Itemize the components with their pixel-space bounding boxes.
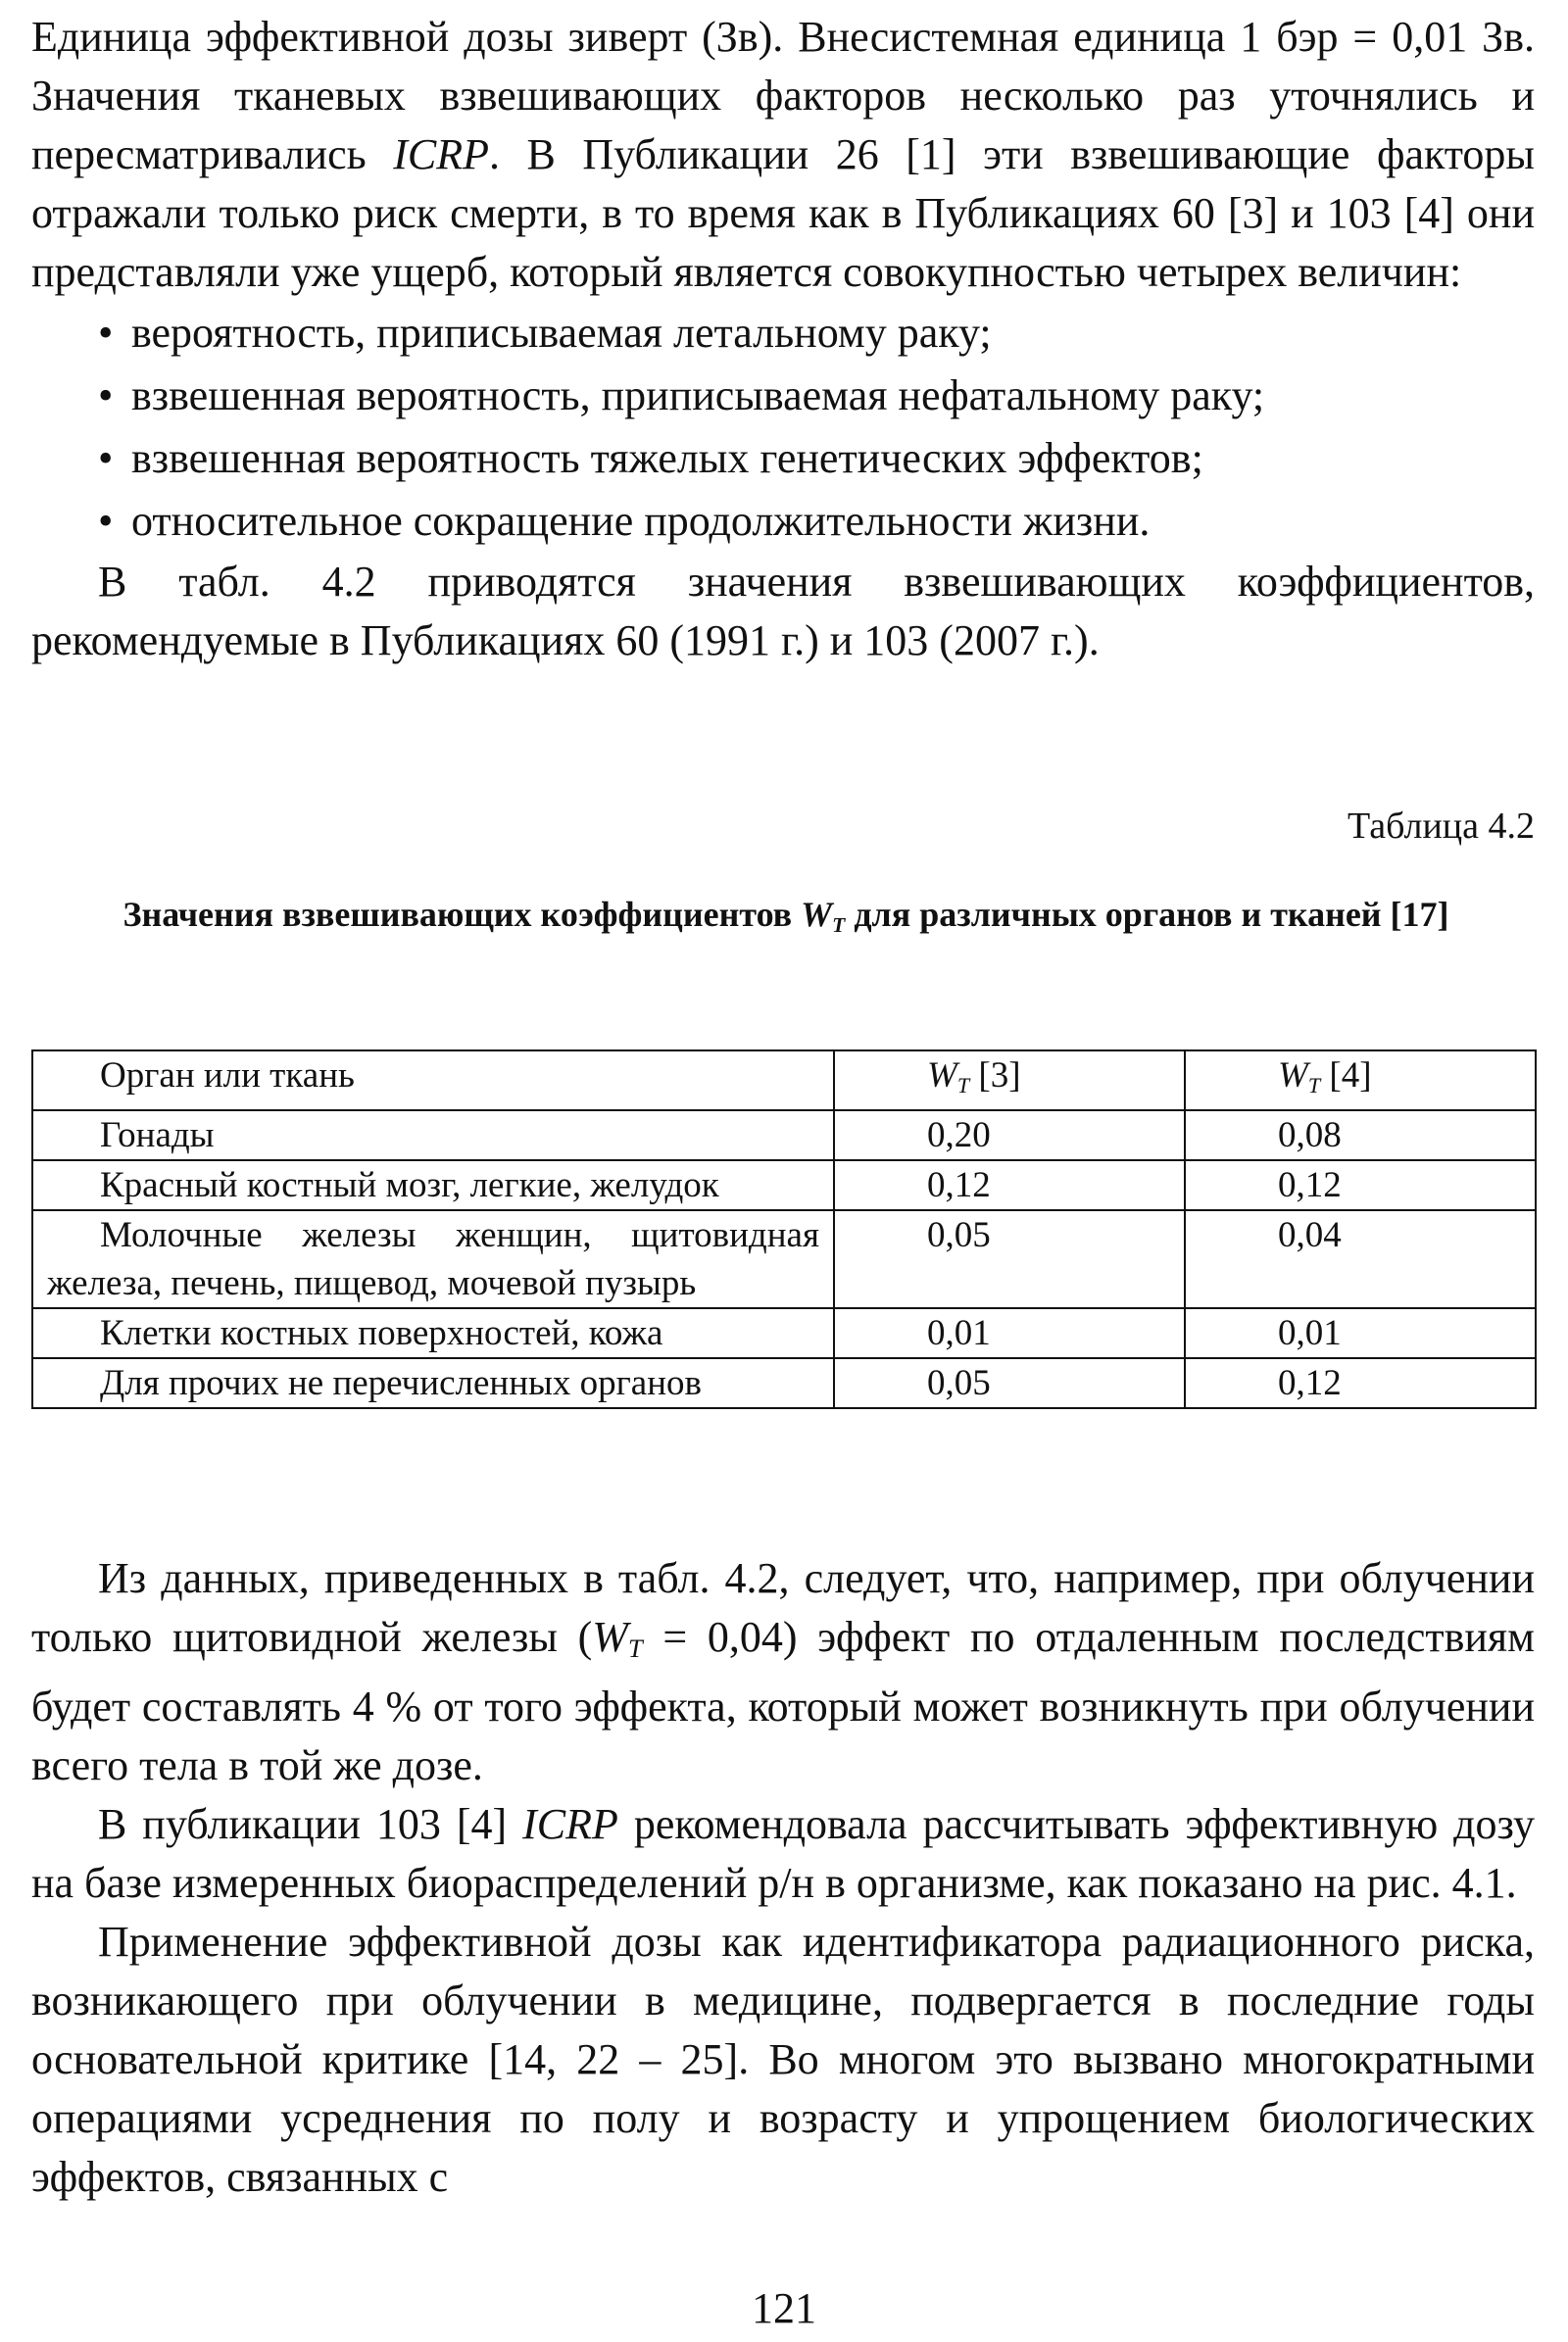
table-number: Таблица 4.2 (1347, 805, 1535, 847)
organ-cell: Гонады (100, 1115, 215, 1155)
publication-103-paragraph: В публикации 103 [4] ICRP рекомендовала рассчитывать эффективную дозу на базе измеренных биораспределений р/н в организме, как показано на рис. 4.1. (31, 1800, 1535, 1907)
table-row (32, 1160, 1536, 1210)
list-item: • вероятность, приписываемая летальному раку; (98, 302, 1535, 365)
table-row (32, 1308, 1536, 1358)
organ-cell: Клетки костных поверхностей, кожа (100, 1313, 663, 1353)
bullet-icon: • (98, 371, 114, 419)
table-row (32, 1358, 1536, 1408)
value-cell: 0,12 (1185, 1160, 1536, 1210)
organ-cell: Красный костный мозг, легкие, желудок (100, 1165, 719, 1205)
intro-paragraph: Единица эффективной дозы зиверт (Зв). Внесистемная единица 1 бэр = 0,01 Зв. Значения тканевых взвешивающих факторов несколько раз уточнялись и пересматривались ICRP. В Публикации 26 [1] эти взвешивающие факторы отражали только риск смерти, в то время как в Публикациях 60 [3] и 103 [4] они представляли уже ущерб, который является совокупностью четырех величин: (31, 13, 1535, 296)
table-reference-paragraph: В табл. 4.2 приводятся значения взвешивающих коэффициентов, рекомендуемые в Публикациях 60 (1991 г.) и 103 (2007 г.). (31, 558, 1535, 664)
icrp-term: ICRP (522, 1800, 618, 1848)
value-cell: 0,20 (834, 1110, 1185, 1160)
header-wt-4: $W_T$ [4] (1185, 1050, 1536, 1110)
bullet-icon: • (98, 434, 114, 482)
bullet-icon: • (98, 497, 114, 545)
bullet-icon: • (98, 309, 114, 357)
list-item: • взвешенная вероятность тяжелых генетических эффектов; (98, 427, 1535, 490)
value-cell: 0,05 (834, 1358, 1185, 1408)
value-cell: 0,12 (1185, 1358, 1536, 1408)
value-cell: 0,01 (1185, 1308, 1536, 1358)
value-cell: 0,05 (834, 1210, 1185, 1308)
criticism-paragraph: Применение эффективной дозы как идентификатора радиационного риска, возникающего при облучении в медицине, подвергается в последние годы основательной критике [14, 22 – 25]. Во многом это вызвано многократными операциями усреднения по полу и возрасту и упрощением биологических эффектов, связанных с (31, 1918, 1535, 2201)
organ-cell: Молочные железы женщин, щитовидная железа, печень, пищевод, мочевой пузырь (47, 1215, 819, 1303)
page-number: 121 (752, 2284, 816, 2332)
bullet-list (31, 302, 1535, 553)
header-organ: Орган или ткань (32, 1050, 834, 1110)
thyroid-paragraph: Из данных, приведенных в табл. 4.2, следует, что, например, при облучении только щитовидной железы $(W_T = 0,04)$ эффект по отдаленным последствиям будет составлять 4 % от того эффекта, который может возникнуть при облучении всего тела в той же дозе. (31, 1554, 1535, 1789)
header-wt-3: $W_T$ [3] (834, 1050, 1185, 1110)
weighting-factors-table (31, 1049, 1537, 1409)
page (31, 8, 1535, 2201)
organ-cell: Для прочих не перечисленных органов (100, 1363, 702, 1403)
table-header-row (32, 1050, 1536, 1110)
body-after-table (31, 1549, 1535, 2207)
value-cell: 0,01 (834, 1308, 1185, 1358)
table-row (32, 1110, 1536, 1160)
value-cell: 0,12 (834, 1160, 1185, 1210)
table-title: Значения взвешивающих коэффициентов $W_T$ для различных органов и тканей [17] (122, 895, 1449, 937)
list-item: • взвешенная вероятность, приписываемая нефатальному раку; (98, 365, 1535, 427)
table-row (32, 1210, 1536, 1308)
icrp-term: ICRP (393, 130, 489, 178)
list-item: • относительное сокращение продолжительности жизни. (98, 490, 1535, 553)
value-cell: 0,04 (1185, 1210, 1536, 1308)
value-cell: 0,08 (1185, 1110, 1536, 1160)
